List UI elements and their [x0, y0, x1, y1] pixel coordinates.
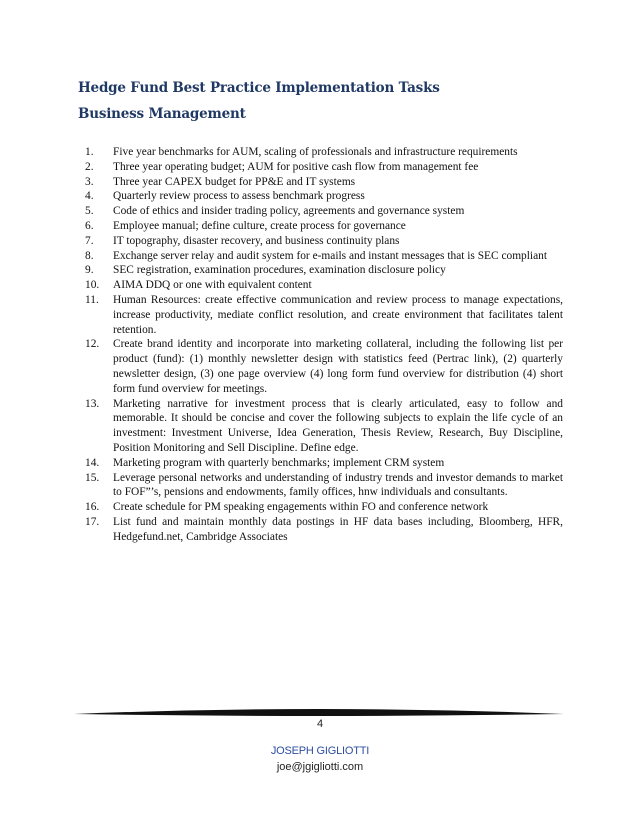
item-number: 13.	[85, 397, 100, 410]
item-number: 7.	[85, 234, 94, 247]
item-number: 10.	[85, 279, 100, 292]
list-item	[85, 337, 563, 396]
item-text: Create schedule for PM speaking engagements within FO and conference network	[113, 501, 489, 514]
list-item	[85, 145, 563, 160]
item-text: Leverage personal networks and understanding of industry trends and investor demands to market to FOF”’s, pensions and endowments, family offices, hnw individuals and consultants.	[113, 471, 563, 499]
section-heading: Business Management	[78, 106, 246, 122]
item-number: 1.	[85, 146, 94, 158]
item-number: 14.	[85, 456, 100, 469]
item-text: Code of ethics and insider trading policy, agreements and governance system	[113, 205, 465, 218]
item-text: Marketing narrative for investment process that is clearly articulated, easy to follow and memorable. It should be concise and cover the following subjects to explain the life cycle of an investment: Investment Universe, Idea Generation, Thesis Review, Research, Buy Discipline, Position Monitoring and Sell Discipline. Define edge.	[113, 397, 563, 454]
item-text: Five year benchmarks for AUM, scaling of professionals and infrastructure requirements	[113, 146, 518, 158]
item-text: Exchange server relay and audit system for e-mails and instant messages that is SEC compliant	[113, 249, 547, 262]
item-text: Create brand identity and incorporate into marketing collateral, including the following list per product (fund): (1) monthly newsletter design with statistics feed (Pertrac link), (2) quarterly newsletter design, (3) one page overview (4) long form fund overview for distribution (4) short form fund overview for meetings.	[113, 338, 563, 395]
document-title: Hedge Fund Best Practice Implementation Tasks	[78, 80, 440, 96]
item-number: 9.	[85, 264, 94, 277]
list-item	[85, 160, 563, 175]
list-item	[85, 397, 563, 456]
list-item	[85, 293, 563, 337]
item-text: Quarterly review process to assess benchmark progress	[113, 190, 365, 203]
item-number: 11.	[85, 293, 99, 306]
list-item	[85, 471, 563, 501]
list-item	[85, 515, 563, 545]
item-text: SEC registration, examination procedures, examination disclosure policy	[113, 264, 446, 277]
item-text: Three year CAPEX budget for PP&E and IT systems	[113, 175, 356, 188]
list-item	[85, 500, 563, 515]
item-text: Employee manual; define culture, create process for governance	[113, 219, 406, 232]
page-number: 4	[316, 718, 324, 730]
author-name: JOSEPH GIGLIOTTI	[270, 745, 370, 757]
item-number: 8.	[85, 249, 94, 262]
list-item	[85, 219, 563, 234]
item-text: Human Resources: create effective communication and review process to manage expectations, increase productivity, mediate conflict resolution, and create environment that facilitates talent retention.	[113, 293, 563, 336]
item-number: 15.	[85, 471, 100, 484]
item-number: 16.	[85, 501, 100, 514]
list-item	[85, 189, 563, 204]
list-item	[85, 234, 563, 249]
item-number: 6.	[85, 219, 94, 232]
item-text: Marketing program with quarterly benchmarks; implement CRM system	[113, 456, 445, 469]
list-item	[85, 204, 563, 219]
task-list	[85, 145, 563, 545]
item-number: 4.	[85, 190, 94, 203]
list-item	[85, 263, 563, 278]
author-email: joe@jgigliotti.com	[276, 761, 364, 773]
list-item	[85, 249, 563, 264]
item-text: Three year operating budget; AUM for positive cash flow from management fee	[113, 160, 479, 173]
item-number: 3.	[85, 175, 94, 188]
list-item	[85, 278, 563, 293]
list-item	[85, 456, 563, 471]
item-number: 12.	[85, 338, 100, 351]
item-number: 5.	[85, 205, 94, 218]
item-text: IT topography, disaster recovery, and business continuity plans	[113, 234, 400, 247]
item-number: 17.	[85, 515, 100, 528]
list-item	[85, 175, 563, 190]
item-text: AIMA DDQ or one with equivalent content	[113, 279, 312, 292]
item-text: List fund and maintain monthly data postings in HF data bases including, Bloomberg, HFR, Hedgefund.net, Cambridge Associates	[113, 515, 563, 543]
item-number: 2.	[85, 160, 94, 173]
